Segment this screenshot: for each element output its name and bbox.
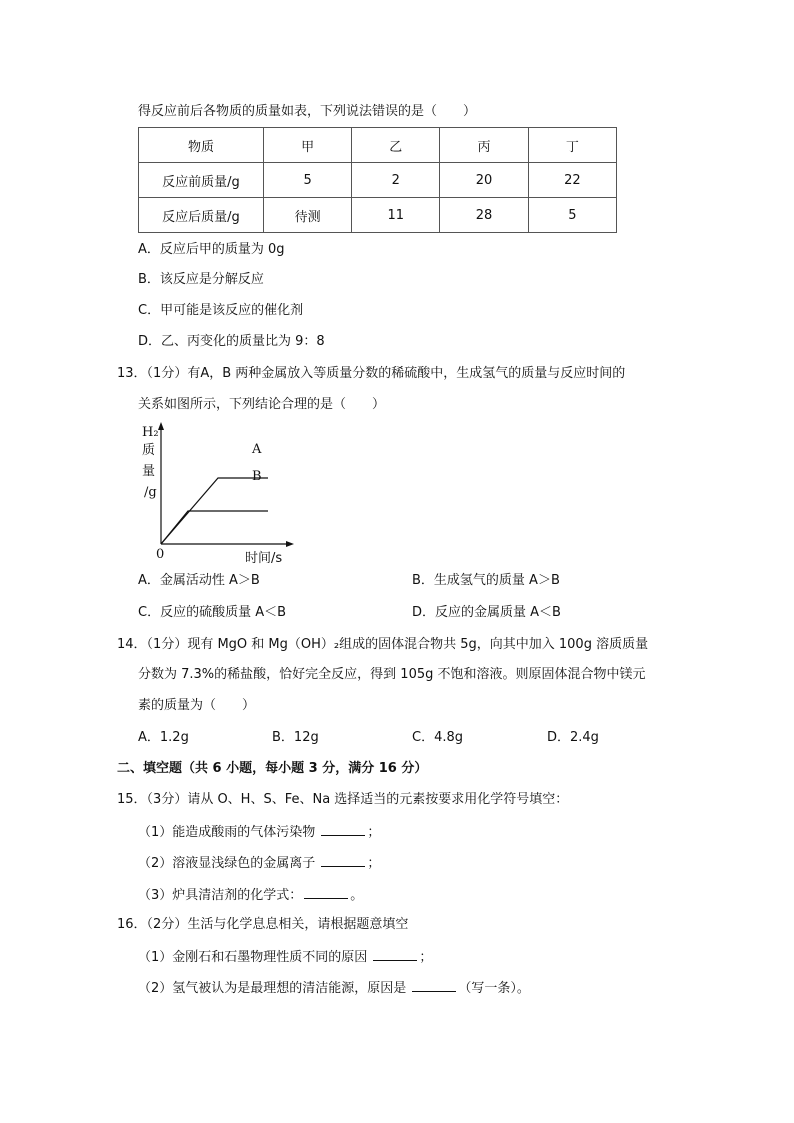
q15-item-text: （1）能造成酸雨的气体污染物 (138, 825, 316, 840)
table-cell: 5 (263, 163, 351, 198)
q16-item-text: （2）氢气被认为是最理想的清洁能源，原因是 (138, 981, 407, 996)
h2-mass-time-chart (130, 420, 300, 568)
table-header-cell: 物质 (139, 128, 264, 163)
q16-item-text: （1）金刚石和石墨物理性质不同的原因 (138, 950, 368, 965)
x-axis-label: 时间/s (245, 551, 283, 566)
table-header-cell: 甲 (263, 128, 351, 163)
q15-stem: 15．（3分）请从 O、H、S、Fe、Na 选择适当的元素按要求用化学符号填空： (117, 792, 569, 807)
q12-stem-tail: 得反应前后各物质的质量如表，下列说法错误的是（ ） (138, 104, 477, 119)
q13-option-b: B．生成氢气的质量 A＞B (412, 573, 560, 588)
table-cell: 待测 (263, 198, 351, 233)
table-cell: 28 (440, 198, 528, 233)
series-a-label: A (252, 442, 262, 457)
q14-option-d: D．2.4g (547, 730, 599, 745)
table-cell: 20 (440, 163, 528, 198)
q14-stem-line3: 素的质量为（ ） (138, 698, 256, 713)
answer-blank[interactable] (412, 978, 456, 992)
q16-item-end: （写一条）。 (458, 981, 530, 996)
table-cell: 反应前质量/g (139, 163, 264, 198)
q15-item (138, 885, 363, 905)
series-b-label: B (252, 469, 262, 484)
q14-option-c: C．4.8g (412, 730, 464, 745)
q12-data-table (138, 127, 617, 233)
y-axis-label-line: /g (144, 485, 157, 500)
q13-stem-line1: 13．（1分）有A，B 两种金属放入等质量分数的稀硫酸中，生成氢气的质量与反应时间的 (117, 366, 626, 381)
table-header-cell: 乙 (352, 128, 440, 163)
q16-stem: 16．（2分）生活与化学息息相关，请根据题意填空 (117, 917, 409, 932)
y-axis-label (142, 425, 159, 500)
q15-item-text: （2）溶液显浅绿色的金属离子 (138, 856, 316, 871)
table-header-cell: 丁 (528, 128, 616, 163)
series-b-line (161, 511, 268, 544)
q16-item-end: ； (419, 950, 433, 965)
q16-item (138, 947, 432, 967)
answer-blank[interactable] (321, 853, 365, 867)
table-header-cell: 丙 (440, 128, 528, 163)
q15-item-end: 。 (350, 888, 364, 903)
q15-item-end: ； (367, 825, 381, 840)
table-header-row (139, 128, 617, 163)
answer-blank[interactable] (304, 885, 348, 899)
q13-stem-line2: 关系如图所示，下列结论合理的是（ ） (138, 397, 386, 412)
answer-blank[interactable] (373, 947, 417, 961)
q13-option-c: C．反应的硫酸质量 A＜B (138, 605, 287, 620)
q14-option-b: B．12g (272, 730, 319, 745)
q12-option-b: B．该反应是分解反应 (138, 272, 264, 287)
table-cell: 反应后质量/g (139, 198, 264, 233)
table-cell: 5 (528, 198, 616, 233)
q16-item (138, 978, 530, 998)
y-axis-label-line: H₂ (142, 425, 159, 440)
q15-item-end: ； (367, 856, 381, 871)
table-row (139, 198, 617, 233)
y-axis-label-line: 量 (142, 464, 156, 479)
q15-item (138, 853, 380, 873)
table-cell: 2 (352, 163, 440, 198)
x-axis-arrow-icon (286, 541, 294, 547)
origin-label: 0 (156, 547, 165, 562)
q14-stem-line1: 14．（1分）现有 MgO 和 Mg（OH）₂组成的固体混合物共 5g，向其中加入 100g 溶质质量 (117, 637, 649, 652)
q12-option-d: D．乙、丙变化的质量比为 9：8 (138, 334, 325, 349)
q12-option-c: C．甲可能是该反应的催化剂 (138, 303, 304, 318)
section-2-title: 二、填空题（共 6 小题，每小题 3 分，满分 16 分） (117, 761, 428, 776)
q14-stem-line2: 分数为 7.3%的稀盐酸，恰好完全反应，得到 105g 不饱和溶液。则原固体混合物中镁元 (138, 667, 646, 682)
q13-option-d: D．反应的金属质量 A＜B (412, 605, 561, 620)
table-cell: 22 (528, 163, 616, 198)
q15-item (138, 822, 380, 842)
q12-option-a: A．反应后甲的质量为 0g (138, 242, 285, 257)
q15-item-text: （3）炉具清洁剂的化学式： (138, 888, 303, 903)
table-row (139, 163, 617, 198)
answer-blank[interactable] (321, 822, 365, 836)
q13-option-a: A．金属活动性 A＞B (138, 573, 260, 588)
y-axis-arrow-icon (158, 422, 164, 430)
y-axis-label-line: 质 (142, 443, 156, 458)
q14-option-a: A．1.2g (138, 730, 189, 745)
table-cell: 11 (352, 198, 440, 233)
